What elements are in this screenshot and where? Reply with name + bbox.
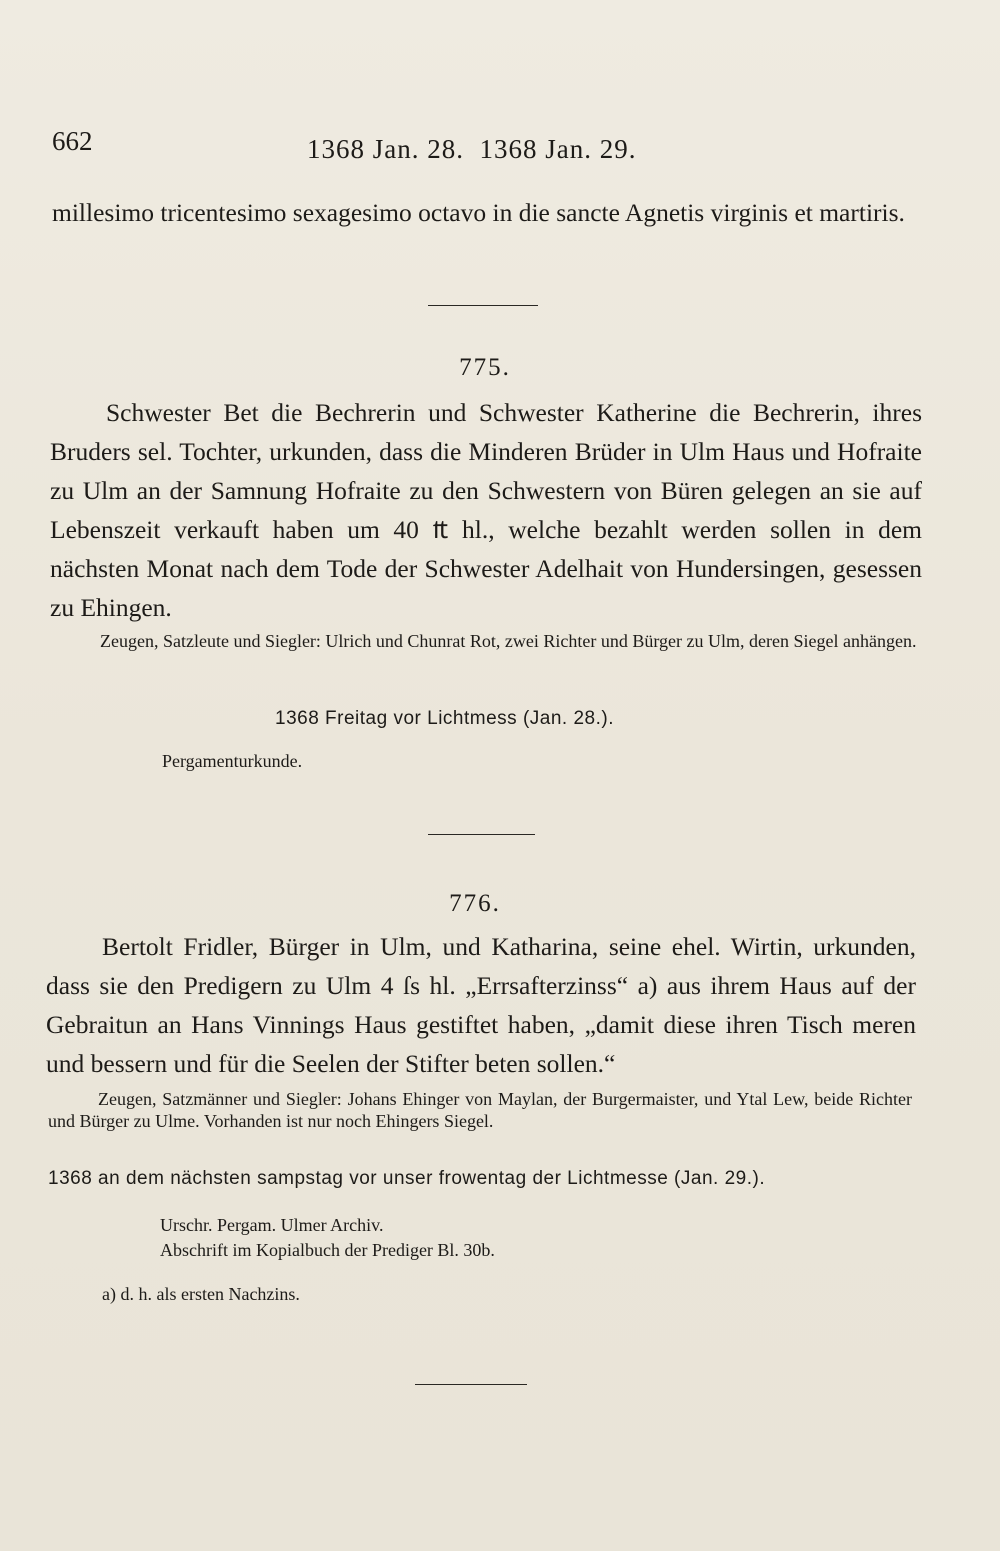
entry-summary: Bertolt Fridler, Bürger in Ulm, und Katharina, seine ehel. Wirtin, urkunden, dass sie den Predigern zu Ulm 4 ſs hl. „Errsafterzinss“ a) aus ihrem Haus auf der Gebraitun an Hans Vinnings Haus gestiftet haben, „damit diese ihren Tisch meren und bessern und für die Seelen der Stifter beten sollen.“ — [46, 932, 916, 1078]
page-number: 662 — [52, 126, 93, 156]
entry-number: 776. — [449, 890, 501, 917]
entry-source: Abschrift im Kopialbuch der Prediger Bl. 30b. — [160, 1240, 495, 1260]
entry-summary: Schwester Bet die Bechrerin und Schwester Katherine die Bechrerin, ihres Bruders sel. Tochter, urkunden, dass die Minderen Brüder in Ulm Haus und Hofraite zu Ulm an der Samnung Hofraite zu den Schwestern von Büren gelegen an sie auf Lebenszeit verkauft haben um 40 ₶ hl., welche bezahlt werden sollen in dem nächsten Monat nach dem Tode der Schwester Adelhait von Hundersingen, gesessen zu Ehingen. — [50, 398, 922, 622]
footnote: a) d. h. als ersten Nachzins. — [102, 1284, 300, 1304]
entry-witnesses: Zeugen, Satzleute und Siegler: Ulrich und Chunrat Rot, zwei Richter und Bürger zu Ulm, deren Siegel anhängen. — [100, 631, 917, 651]
header-dates: 1368 Jan. 28. 1368 Jan. 29. — [307, 134, 637, 164]
entry-dateline: 1368 an dem nächsten sampstag vor unser frowentag der Lichtmesse (Jan. 29.). — [48, 1168, 766, 1189]
entry-source: Pergamenturkunde. — [162, 751, 303, 771]
page-header — [52, 122, 952, 162]
entry-witnesses: Zeugen, Satzmänner und Siegler: Johans Ehinger von Maylan, der Burgermaister, und Ytal Lew, beide Richter und Bürger zu Ulme. Vorhanden ist nur noch Ehingers Siegel. — [48, 1089, 912, 1131]
section-divider — [415, 1384, 527, 1385]
section-divider — [428, 834, 535, 835]
continuation-text: millesimo tricentesimo sexagesimo octavo in die sancte Agnetis virginis et martiris. — [52, 198, 905, 227]
section-divider — [428, 305, 538, 306]
entry-source: Urschr. Pergam. Ulmer Archiv. — [160, 1215, 384, 1235]
entry-number: 775. — [459, 354, 511, 381]
entry-dateline: 1368 Freitag vor Lichtmess (Jan. 28.). — [275, 708, 614, 729]
